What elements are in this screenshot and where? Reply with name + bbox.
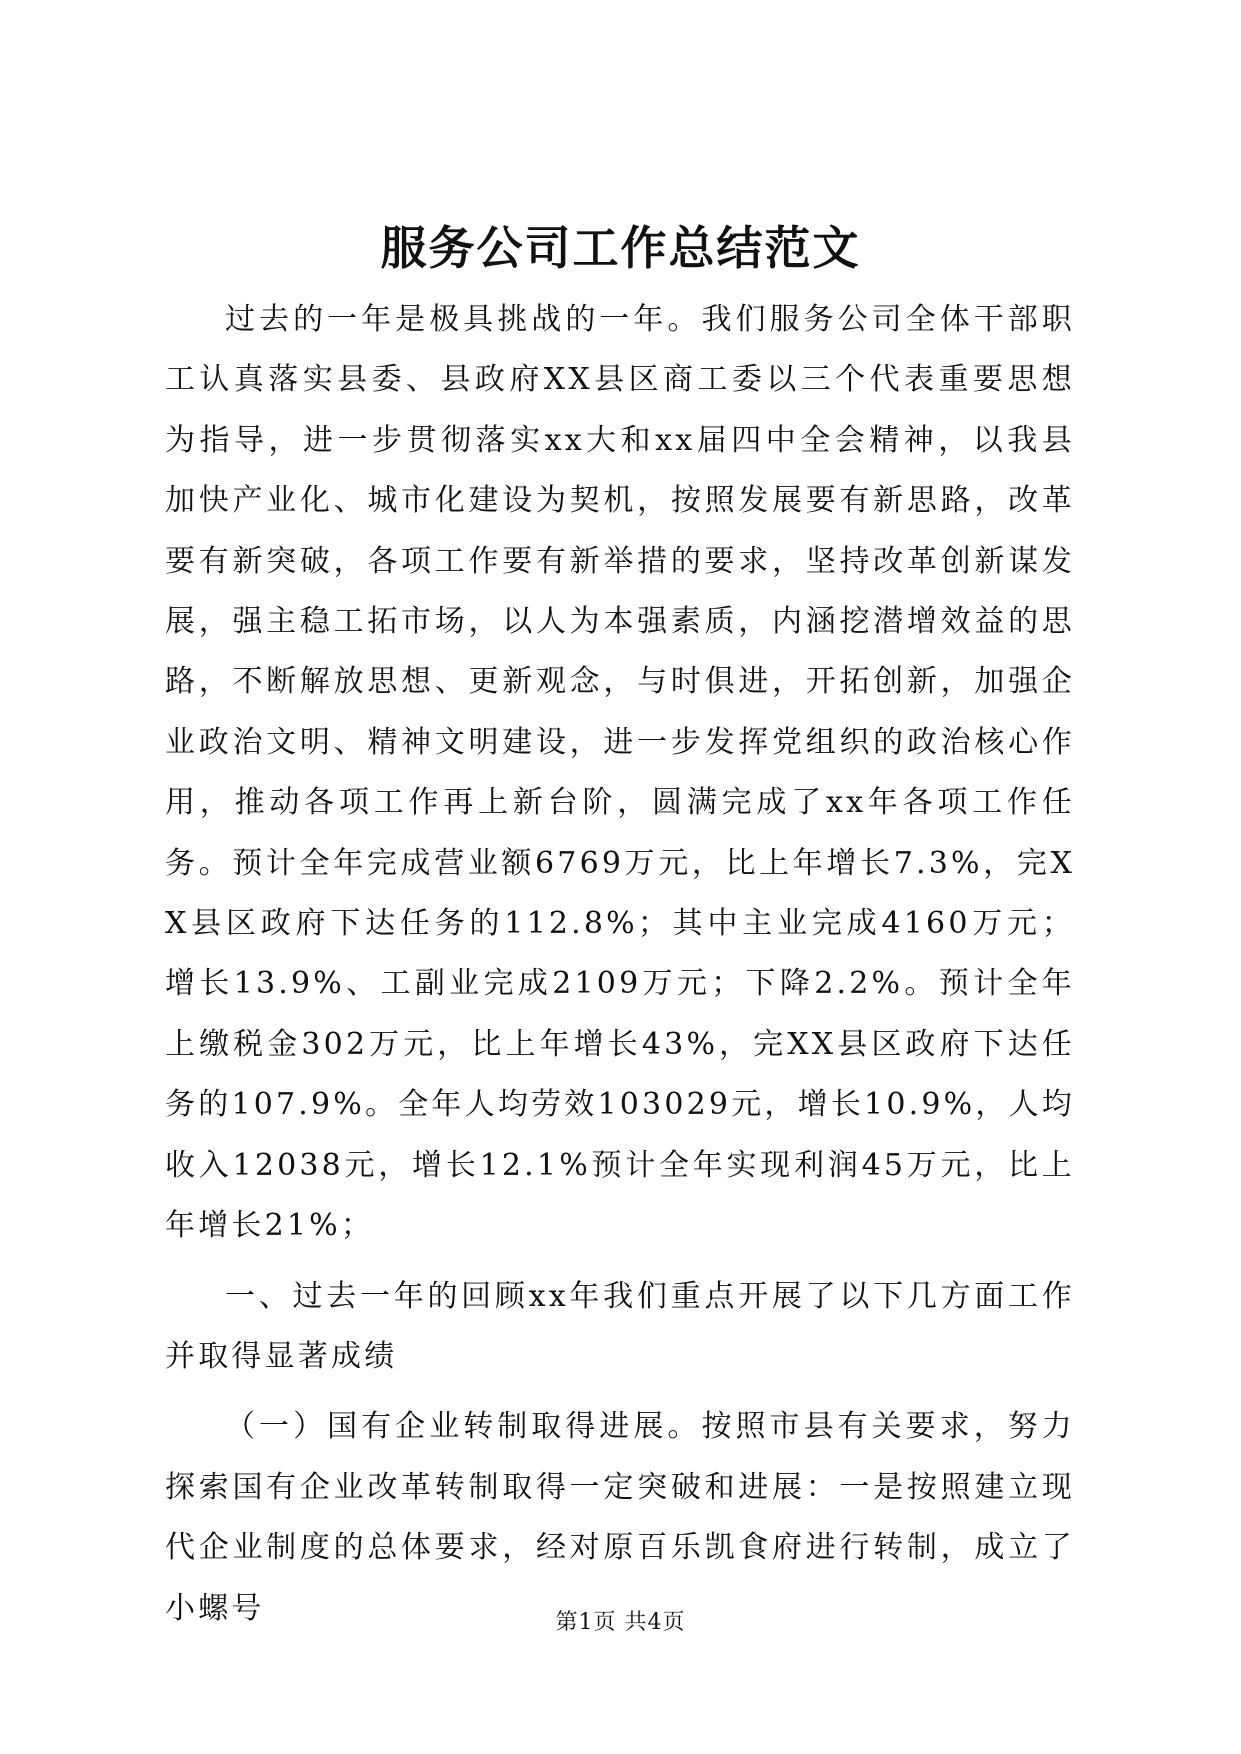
paragraph-subsection-one: （一）国有企业转制取得进展。按照市县有关要求，努力探索国有企业改革转制取得一定突破和进展：一是按照建立现代企业制度的总体要求，经对原百乐凯食府进行转制，成立了小螺号 bbox=[165, 1409, 1075, 1626]
page-number-footer: 第1页 共4页 bbox=[555, 1610, 686, 1635]
paragraph-intro: 过去的一年是极具挑战的一年。我们服务公司全体干部职工认真落实县委、县政府XX县区商工委以三个代表重要思想为指导，进一步贯彻落实xx大和xx届四中全会精神，以我县加快产业化、城市化建设为契机，按照发展要有新思路，改革要有新突破，各项工作要有新举措的要求，坚持改革创新谋发展，强主稳工拓市场，以人为本强素质，内涵挖潜增效益的思路，不断解放思想、更新观念，与时俱进，开拓创新，加强企业政治文明、精神文明建设，进一步发挥党组织的政治核心作用，推动各项工作再上新台阶，圆满完成了xx年各项工作任务。预计全年完成营业额6769万元，比上年增长7.3%，完XX县区政府下达任务的112.8%；其中主业完成4160万元；增长13.9%、工副业完成2109万元；下降2.2%。预计全年上缴税金302万元，比上年增长43%，完XX县区政府下达任务的107.9%。全年人均劳效103029元，增长10.9%，人均收入12038元，增长12.1%预计全年实现利润45万元，比上年增长21%； bbox=[165, 302, 1075, 1244]
document-title: 服务公司工作总结范文 bbox=[380, 221, 861, 275]
document-body bbox=[165, 290, 1075, 1639]
paragraph-section-heading: 一、过去一年的回顾xx年我们重点开展了以下几方面工作并取得显著成绩 bbox=[165, 1278, 1075, 1374]
